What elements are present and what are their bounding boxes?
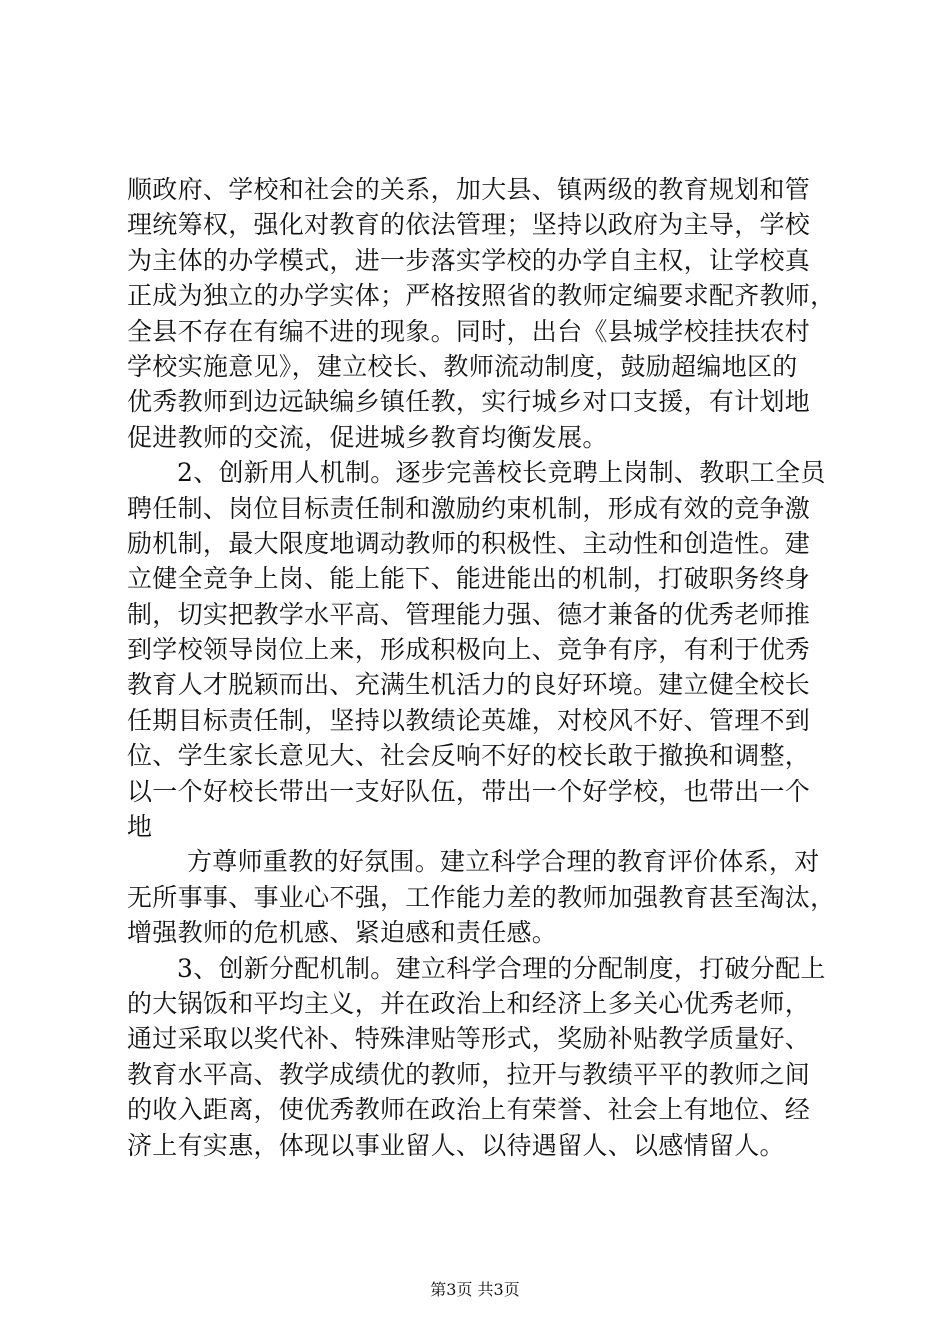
text-line: 到学校领导岗位上来，形成积极向上、竞争有序，有利于优秀 xyxy=(127,635,811,665)
text-line: 的大锅饭和平均主义，并在政治上和经济上多关心优秀老师， xyxy=(127,988,811,1018)
text-line: 全县不存在有编不进的现象。同时，出台《县城学校挂扶农村 xyxy=(127,316,811,346)
paragraph-start-line: 3、创新分配机制。建立科学合理的分配制度，打破分配上 xyxy=(177,953,826,983)
text-line: 地 xyxy=(127,812,153,842)
text-line: 促进教师的交流，促进城乡教育均衡发展。 xyxy=(127,422,608,452)
text-line: 励机制，最大限度地调动教师的积极性、主动性和创造性。建 xyxy=(127,528,811,558)
text-line: 以一个好校长带出一支好队伍，带出一个好学校，也带出一个 xyxy=(127,776,811,806)
paragraph-start-line: 2、创新用人机制。逐步完善校长竞聘上岗制、教职工全员 xyxy=(177,458,826,488)
text-line: 位、学生家长意见大、社会反响不好的校长敢于撤换和调整， xyxy=(127,741,811,771)
text-line: 增强教师的危机感、紧迫感和责任感。 xyxy=(127,918,558,948)
text-line: 教育水平高、教学成绩优的教师，拉开与教绩平平的教师之间 xyxy=(127,1059,811,1089)
text-line: 的收入距离，使优秀教师在政治上有荣誉、社会上有地位、经 xyxy=(127,1095,811,1125)
text-line: 教育人才脱颖而出、充满生机活力的良好环境。建立健全校长 xyxy=(127,670,811,700)
text-line: 无所事事、事业心不强，工作能力差的教师加强教育甚至淘汰， xyxy=(127,882,836,912)
text-line: 制，切实把教学水平高、管理能力强、德才兼备的优秀老师推 xyxy=(127,599,811,629)
text-line: 立健全竞争上岗、能上能下、能进能出的机制，打破职务终身 xyxy=(127,564,811,594)
text-line: 理统筹权，强化对教育的依法管理；坚持以政府为主导，学校 xyxy=(127,210,811,240)
text-line: 济上有实惠，体现以事业留人、以待遇留人、以感情留人。 xyxy=(127,1130,785,1160)
text-line: 正成为独立的办学实体；严格按照省的教师定编要求配齐教师， xyxy=(127,281,836,311)
text-line: 优秀教师到边远缺编乡镇任教，实行城乡对口支援，有计划地 xyxy=(127,387,811,417)
text-line: 聘任制、岗位目标责任制和激励约束机制，形成有效的竞争激 xyxy=(127,493,811,523)
paragraph-start-line: 方尊师重教的好氛围。建立科学合理的教育评价体系，对 xyxy=(187,847,820,877)
text-line: 通过采取以奖代补、特殊津贴等形式，奖励补贴教学质量好、 xyxy=(127,1024,811,1054)
text-line: 学校实施意见》，建立校长、教师流动制度，鼓励超编地区的 xyxy=(127,351,798,381)
body-text xyxy=(127,172,836,1163)
page-number-footer: 第3页 共3页 xyxy=(430,1280,520,1299)
text-line: 顺政府、学校和社会的关系，加大县、镇两级的教育规划和管 xyxy=(127,175,811,204)
text-line: 任期目标责任制，坚持以教绩论英雄，对校风不好、管理不到 xyxy=(127,705,811,735)
text-line: 为主体的办学模式，进一步落实学校的办学自主权，让学校真 xyxy=(127,245,811,275)
